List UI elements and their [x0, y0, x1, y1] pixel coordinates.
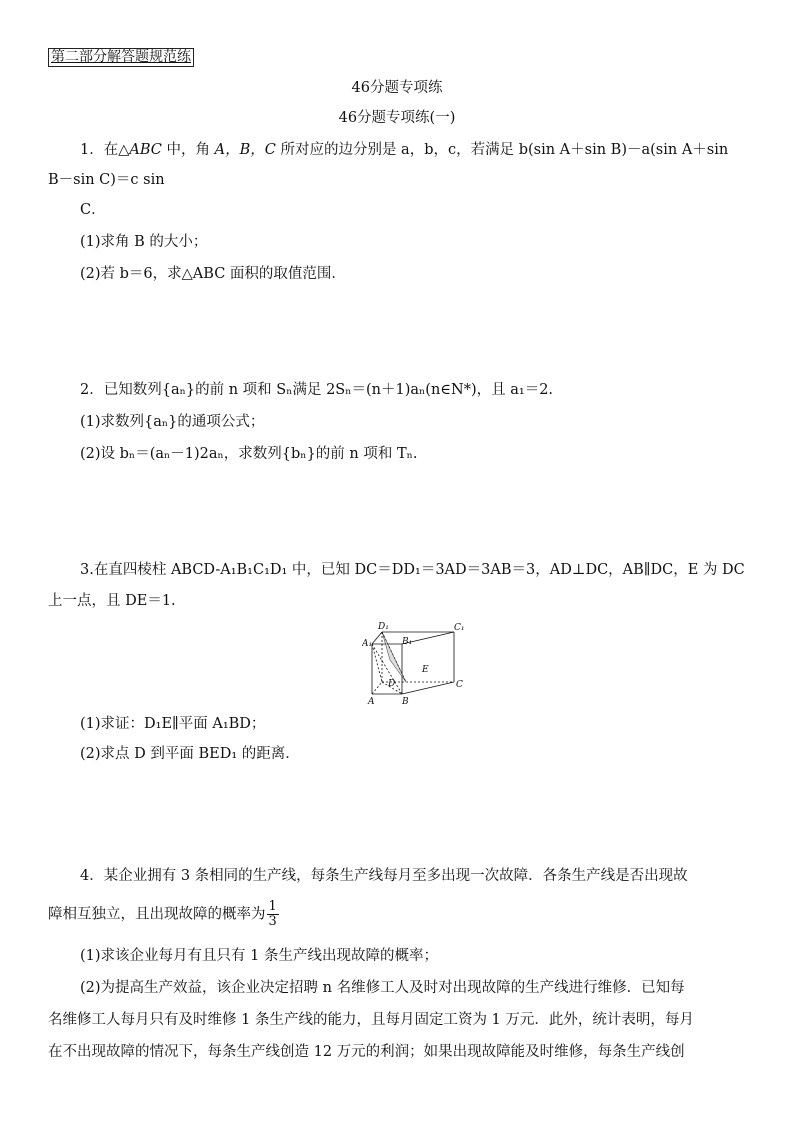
q4-part2-line1: (2)为提高生产效益，该企业决定招聘 n 名维修工人及时对出现故障的生产线进行维修．已知每	[80, 980, 685, 996]
label-b: B	[402, 697, 409, 706]
q1-part2: (2)若 b＝6，求△ABC 面积的取值范围．	[80, 266, 346, 282]
q2-line1: 2．已知数列{aₙ}的前 n 项和 Sₙ满足 2Sₙ＝(n＋1)aₙ(n∈N*)，且 a₁＝2.	[80, 382, 554, 398]
section-header: 第二部分解答题规范练	[48, 48, 194, 67]
label-a1: A₁	[362, 639, 373, 649]
q4-part2-line2: 名维修工人每月只有及时维修 1 条生产线的能力，且每月固定工资为 1 万元．此外，统计表明，每月	[48, 1012, 694, 1028]
q2-part1: (1)求数列{aₙ}的通项公式；	[80, 414, 265, 430]
q1-line3: C．	[80, 202, 106, 218]
label-b1: B₁	[402, 637, 413, 647]
q3-part1: (1)求证：D₁E∥平面 A₁BD；	[80, 716, 266, 732]
q4-part1: (1)求该企业每月有且只有 1 条生产线出现故障的概率；	[80, 948, 438, 964]
q1-line2: B－sin C)＝c sin	[48, 172, 165, 188]
label-e: E	[422, 665, 429, 675]
q4-probability-fraction	[267, 900, 279, 929]
q1-line1-mid: 中，角	[161, 142, 215, 158]
prism-figure	[362, 620, 466, 706]
q1-part1: (1)求角 B 的大小；	[80, 234, 208, 250]
q4-part2-line3: 在不出现故障的情况下，每条生产线创造 12 万元的利润；如果出现故障能及时维修，每条生产线创	[48, 1044, 685, 1060]
q2-part2: (2)设 bₙ＝(aₙ－1)2aₙ，求数列{bₙ}的前 n 项和 Tₙ.	[80, 446, 418, 462]
label-c: C	[456, 680, 463, 690]
q4-line2	[48, 900, 279, 929]
q4-line2-text: 障相互独立，且出现故障的概率为	[48, 906, 266, 923]
fraction-denominator: 3	[268, 914, 277, 929]
label-c1: C₁	[454, 623, 465, 633]
q1-line1-prefix: 1．在△	[80, 142, 130, 158]
q4-line1: 4．某企业拥有 3 条相同的生产线，每条生产线每月至多出现一次故障．各条生产线是否出现故	[80, 868, 688, 884]
label-d: D	[388, 679, 396, 689]
q3-part2: (2)求点 D 到平面 BED₁ 的距离．	[80, 746, 300, 762]
q3-line1: 3.在直四棱柱 ABCD-A₁B₁C₁D₁ 中，已知 DC＝DD₁＝3AD＝3AB＝3，AD⊥DC，AB∥DC，E 为 DC	[80, 562, 745, 578]
q1-triangle-name: ABC	[129, 142, 162, 158]
label-a: A	[368, 697, 375, 706]
q1-line1	[80, 140, 728, 160]
label-d1: D₁	[378, 622, 389, 632]
sub-title: 46分题专项练(一)	[338, 110, 456, 126]
main-title: 46分题专项练	[351, 80, 443, 96]
q1-angles: A，B，C	[214, 142, 281, 158]
q3-line2: 上一点，且 DE＝1.	[48, 593, 176, 609]
fraction-numerator: 1	[268, 899, 277, 914]
q1-line1-rest: 所对应的边分别是 a，b，c，若满足 b(sin A＋sin B)－a(sin A＋sin	[280, 142, 729, 158]
